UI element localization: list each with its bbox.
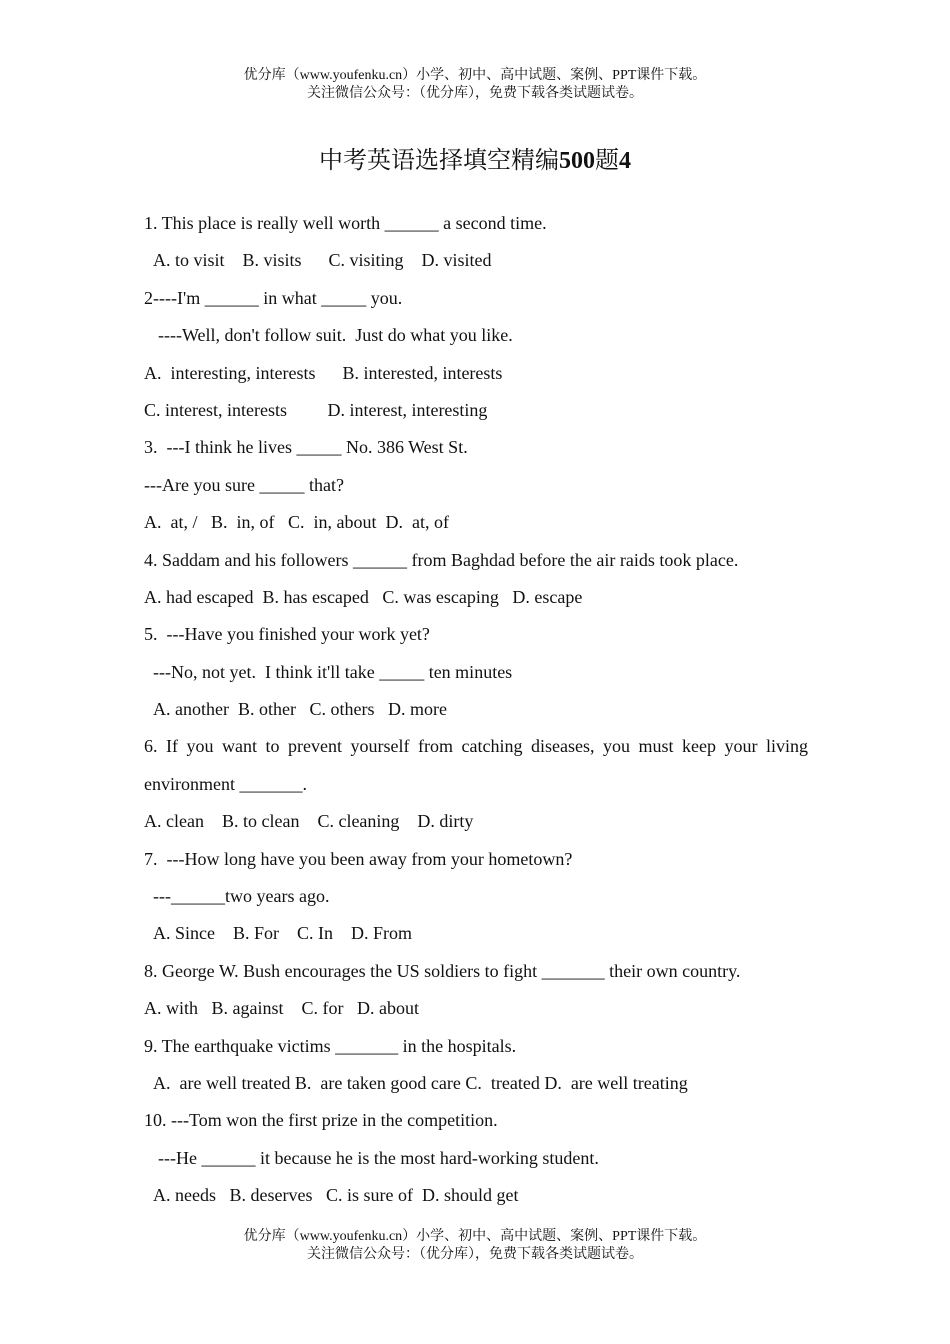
title-part: 4: [619, 148, 631, 174]
question-5-stem: 5. ---Have you finished your work yet?: [144, 624, 430, 645]
question-2-options-cd: C. interest, interests D. interest, interesting: [144, 399, 488, 420]
question-1-options: A. to visit B. visits C. visiting D. visited: [153, 250, 492, 271]
question-4-stem: 4. Saddam and his followers ______ from Baghdad before the air raids took place.: [144, 549, 739, 570]
question-7-options: A. Since B. For C. In D. From: [153, 923, 413, 944]
question-3-reply: ---Are you sure _____ that?: [144, 474, 344, 495]
question-8-stem: 8. George W. Bush encourages the US soldiers to fight _______ their own country.: [144, 960, 741, 981]
question-10-reply: ---He ______ it because he is the most hard-working student.: [158, 1147, 599, 1168]
question-10-options: A. needs B. deserves C. is sure of D. should get: [153, 1185, 519, 1206]
title-mid: 题: [595, 148, 619, 174]
question-4-options: A. had escaped B. has escaped C. was escaping D. escape: [144, 586, 583, 607]
question-2-stem: 2----I'm ______ in what _____ you.: [144, 287, 403, 308]
question-3-options: A. at, / B. in, of C. in, about D. at, of: [144, 512, 449, 533]
page-footer: [0, 1228, 950, 1264]
header-line-1: 优分库（www.youfenku.cn）小学、初中、高中试题、案例、PPT课件下载。: [243, 68, 707, 83]
question-10-stem: 10. ---Tom won the first prize in the competition.: [144, 1110, 498, 1131]
question-8-options: A. with B. against C. for D. about: [144, 998, 419, 1019]
question-5-options: A. another B. other C. others D. more: [153, 699, 447, 720]
question-9-options: A. are well treated B. are taken good care C. treated D. are well treating: [153, 1072, 688, 1093]
question-6-options: A. clean B. to clean C. cleaning D. dirty: [144, 811, 474, 832]
question-7-reply: ---______two years ago.: [153, 886, 330, 907]
footer-line-1: 优分库（www.youfenku.cn）小学、初中、高中试题、案例、PPT课件下载。: [243, 1229, 707, 1244]
question-2-options-ab: A. interesting, interests B. interested, interests: [144, 362, 503, 383]
question-2-reply: ----Well, don't follow suit. Just do what you like.: [158, 325, 513, 346]
question-1-stem: 1. This place is really well worth ______ a second time.: [144, 213, 547, 233]
page-title: [0, 146, 950, 176]
question-9-stem: 9. The earthquake victims _______ in the hospitals.: [144, 1035, 517, 1056]
header-line-2: 关注微信公众号：（优分库），免费下载各类试题试卷。: [307, 86, 643, 101]
title-number: 500: [559, 148, 595, 174]
question-list: [144, 205, 808, 1215]
question-6-stem-cont: environment _______.: [144, 773, 307, 794]
question-3-stem: 3. ---I think he lives _____ No. 386 West St.: [144, 437, 468, 458]
question-5-reply: ---No, not yet. I think it'll take _____ ten minutes: [153, 661, 513, 682]
footer-line-2: 关注微信公众号：（优分库），免费下载各类试题试卷。: [307, 1247, 643, 1262]
title-prefix: 中考英语选择填空精编: [319, 148, 559, 174]
question-7-stem: 7. ---How long have you been away from your hometown?: [144, 848, 573, 869]
question-6-stem: 6. If you want to prevent yourself from catching diseases, you must keep your living: [144, 736, 808, 757]
page-header: [0, 67, 950, 103]
